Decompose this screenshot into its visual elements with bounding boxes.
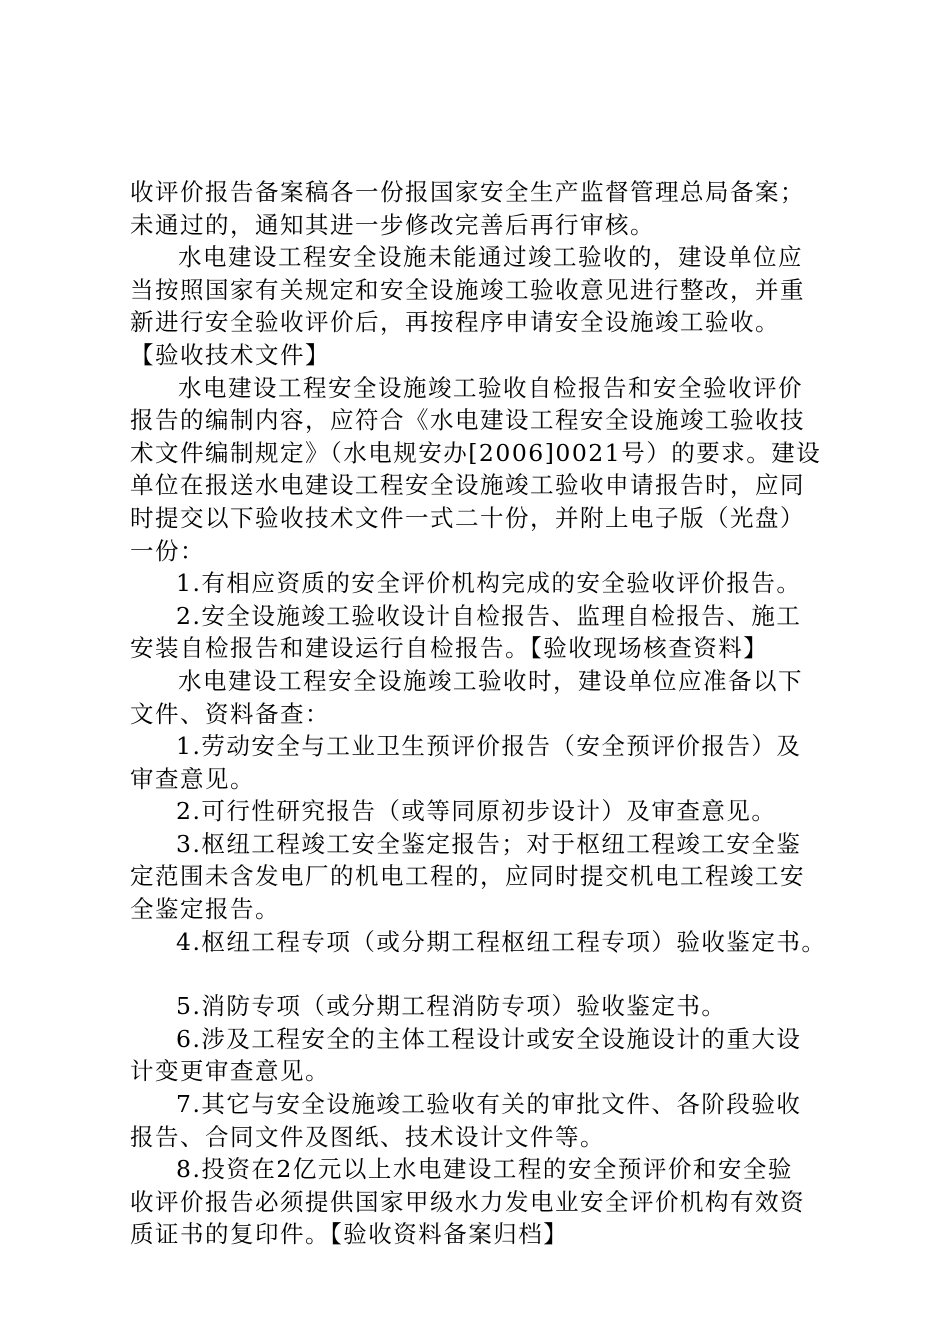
text-line: 水电建设工程安全设施未能通过竣工验收的，建设单位应 (178, 243, 803, 272)
list-item: 8.投资在2亿元以上水电建设工程的安全预评价和安全验 (176, 1155, 793, 1184)
text-line: 收评价报告备案稿各一份报国家安全生产监督管理总局备案； (130, 178, 805, 206)
text-line: 安装自检报告和建设运行自检报告。【验收现场核查资料】 (130, 634, 769, 663)
list-item: 4.枢纽工程专项（或分期工程枢纽工程专项）验收鉴定书。 (176, 927, 827, 956)
blank-line (130, 958, 850, 990)
text-line: 计变更审查意见。 (130, 1057, 330, 1086)
text-line: 单位在报送水电建设工程安全设施竣工验收申请报告时，应同 (130, 471, 805, 500)
text-line: 水电建设工程安全设施竣工验收自检报告和安全验收评价 (178, 373, 803, 402)
text-line: 审查意见。 (130, 764, 255, 793)
text-line: 术文件编制规定》（水电规安办[2006]0021号）的要求。建设 (130, 438, 822, 467)
section-heading: 【验收技术文件】 (130, 340, 330, 369)
text-line: 文件、资料备查： (130, 699, 330, 728)
list-item: 6.涉及工程安全的主体工程设计或安全设施设计的重大设 (176, 1024, 802, 1053)
text-line: 全鉴定报告。 (130, 895, 280, 924)
text-line: 报告的编制内容，应符合《水电建设工程安全设施竣工验收技 (130, 406, 805, 435)
text-line: 时提交以下验收技术文件一式二十份，并附上电子版（光盘） (130, 503, 805, 532)
text-line: 报告、合同文件及图纸、技术设计文件等。 (130, 1122, 605, 1151)
text-line: 收评价报告必须提供国家甲级水力发电业安全评价机构有效资 (130, 1187, 805, 1216)
list-item: 7.其它与安全设施竣工验收有关的审批文件、各阶段验收 (176, 1090, 802, 1119)
document-body (130, 176, 850, 1251)
list-item: 2.安全设施竣工验收设计自检报告、监理自检报告、施工 (176, 601, 802, 630)
list-item: 5.消防专项（或分期工程消防专项）验收鉴定书。 (176, 992, 727, 1021)
list-item: 1.有相应资质的安全评价机构完成的安全验收评价报告。 (176, 569, 802, 598)
text-line: 质证书的复印件。【验收资料备案归档】 (130, 1220, 569, 1249)
text-line: 定范围未含发电厂的机电工程的，应同时提交机电工程竣工安 (130, 862, 805, 891)
text-line: 新进行安全验收评价后，再按程序申请安全设施竣工验收。 (130, 308, 780, 337)
list-item: 1.劳动安全与工业卫生预评价报告（安全预评价报告）及 (176, 732, 802, 761)
list-item: 3.枢纽工程竣工安全鉴定报告；对于枢纽工程竣工安全鉴 (176, 829, 802, 858)
text-line: 当按照国家有关规定和安全设施竣工验收意见进行整改，并重 (130, 275, 805, 304)
text-line: 一份： (130, 536, 205, 565)
text-line: 水电建设工程安全设施竣工验收时，建设单位应准备以下 (178, 666, 803, 695)
list-item: 2.可行性研究报告（或等同原初步设计）及审查意见。 (176, 797, 777, 826)
text-line: 未通过的，通知其进一步修改完善后再行审核。 (130, 210, 655, 239)
